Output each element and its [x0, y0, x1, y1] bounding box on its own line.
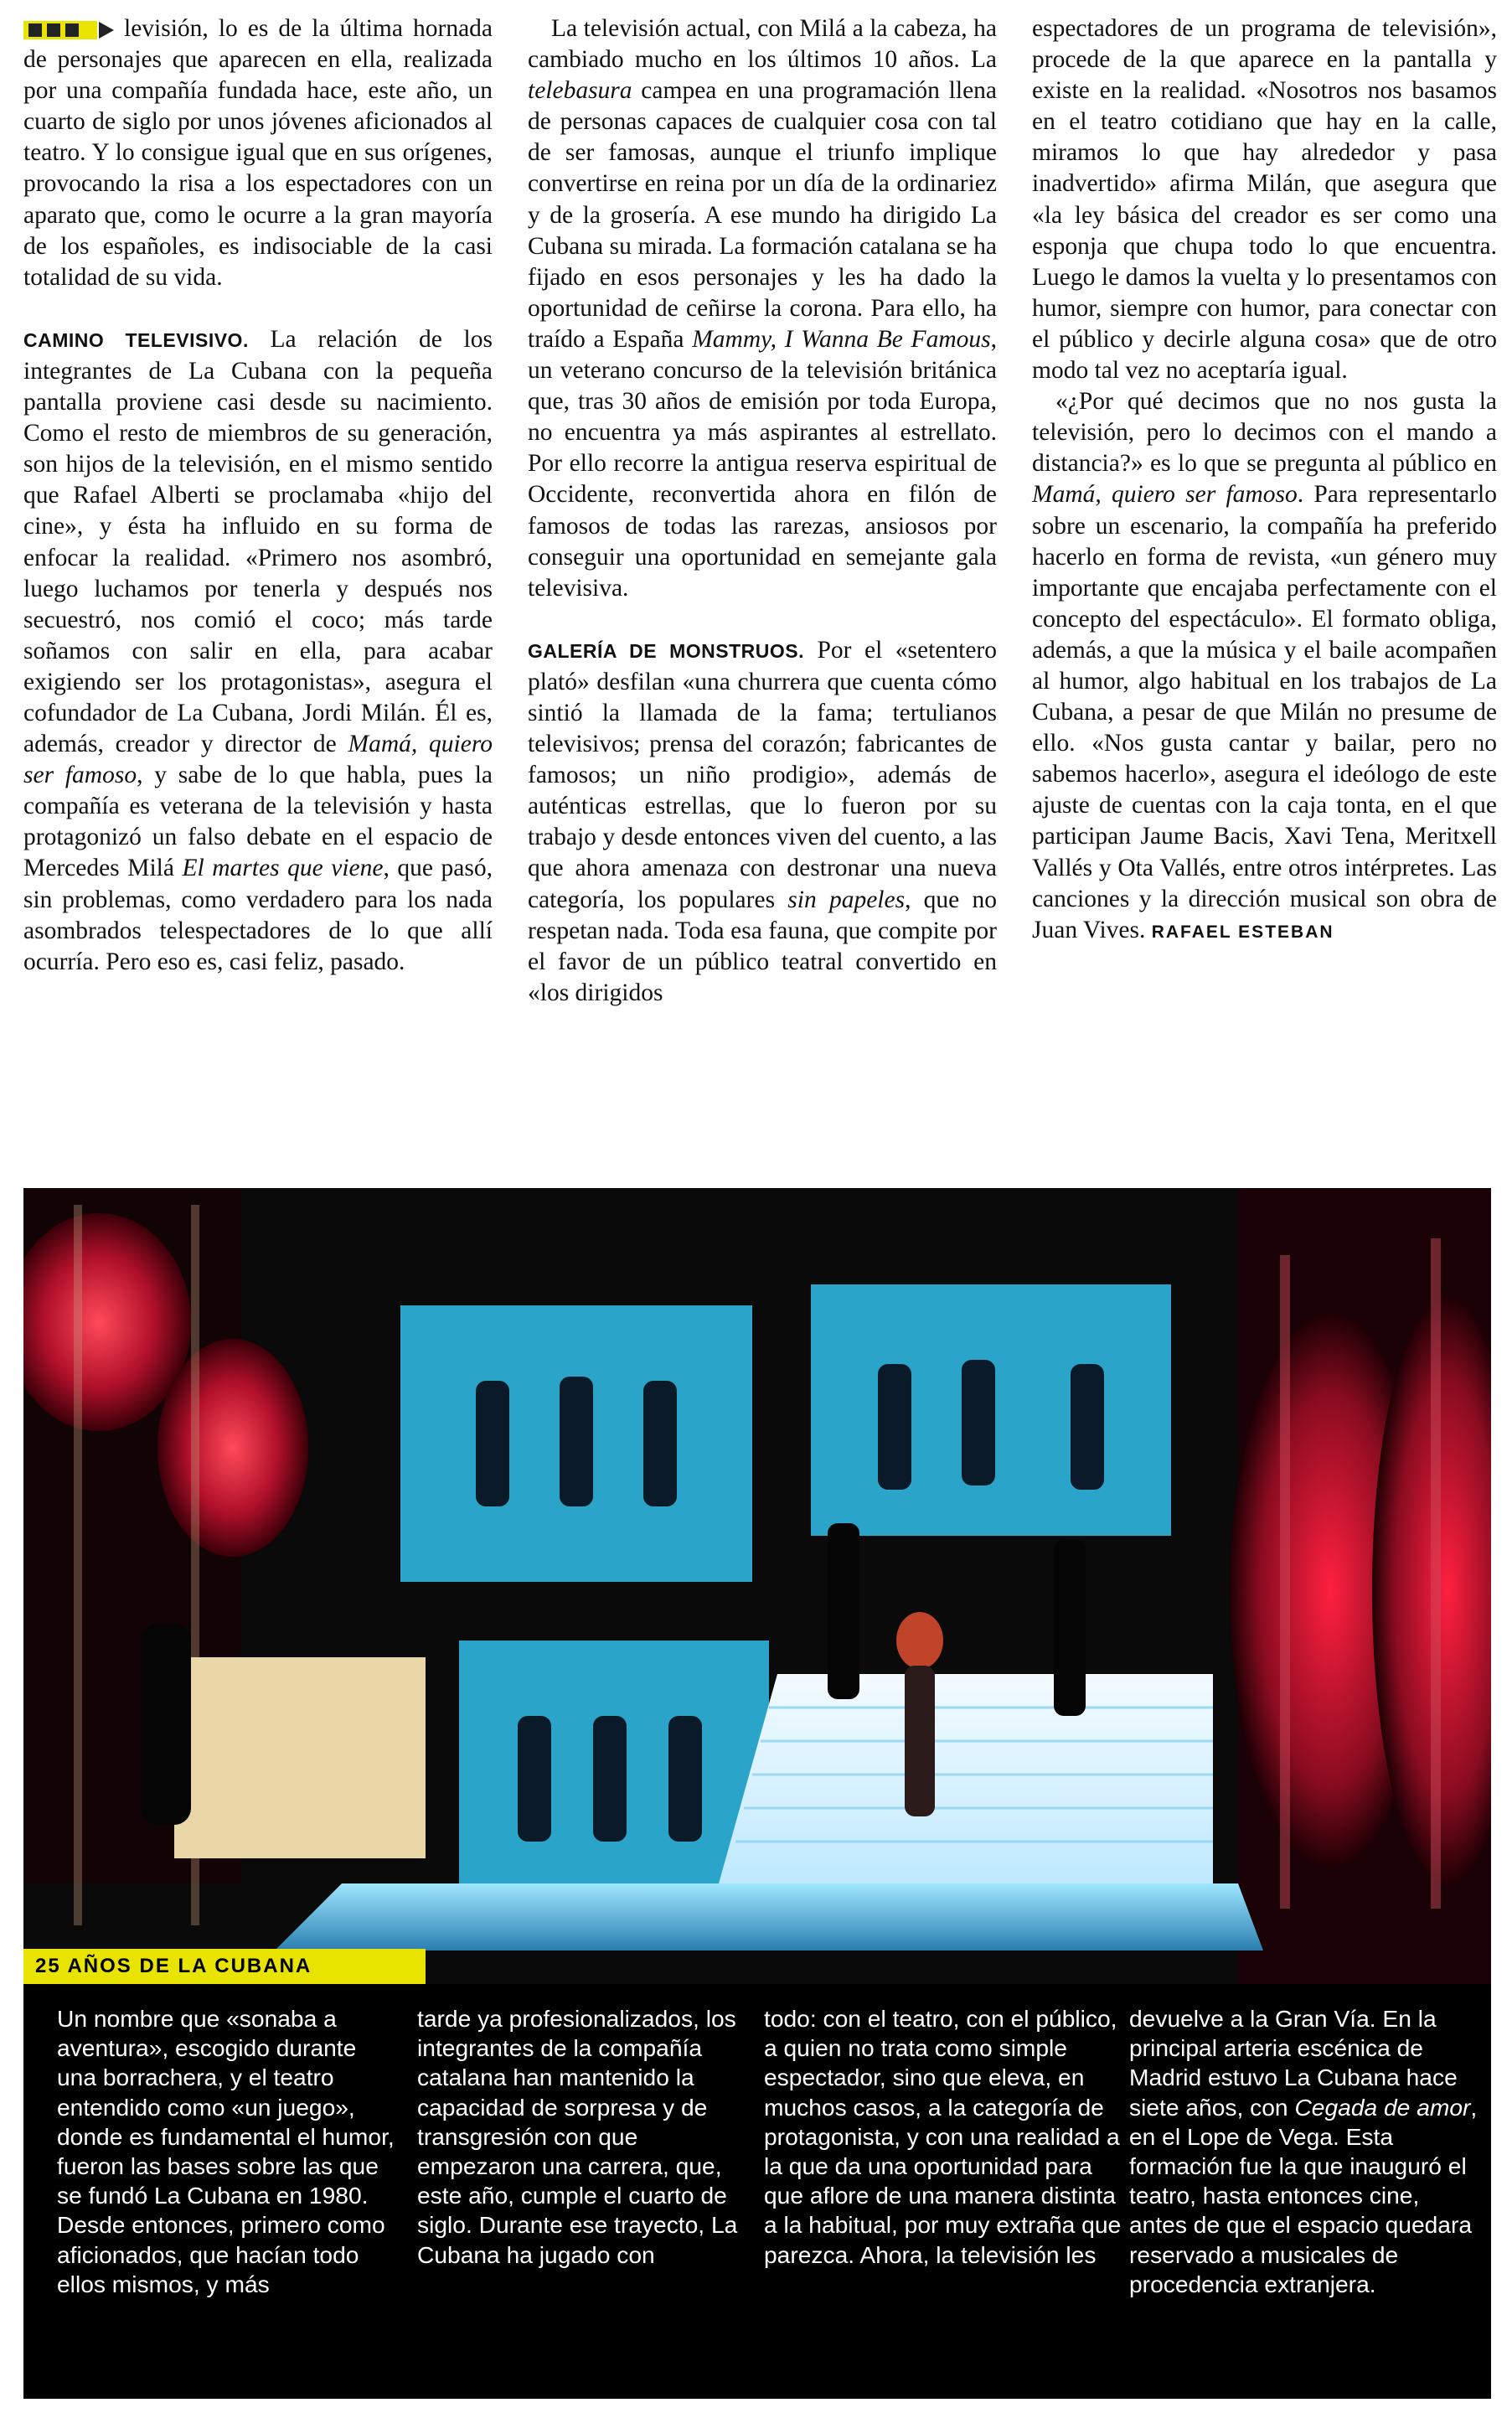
box-column-4: devuelve a la Gran Vía. En la principal arteria escénica de Madrid estuvo La Cubana hace siete años, con Cegada de amor, en el Lope de Vega. Esta formación fue la que inauguró el teatro, hasta entonces cine, antes de que el espacio quedara reservado a musicales de procedencia extranjera.: [1129, 2005, 1478, 2297]
box-title: 25 AÑOS DE LA CUBANA: [35, 1955, 312, 1977]
sidebar-box: [23, 1188, 1491, 2399]
stage-photo: [23, 1188, 1491, 1984]
paragraph: espectadores de un programa de televisión», procede de la que aparece en la pantalla y existe en la realidad. «Nosotros nos basamos en el teatro cotidiano que hay en la calle, miramos lo que hay alrededor y pasa inadvertido» afirma Milán, que asegura que «la ley básica del creador es ser como una esponja que chupa todo lo que encuentra. Luego le damos la vuelta y lo presentamos con humor, siempre con humor, para conectar con el público y decirle alguna cosa» que de otro modo tal vez no aceptaría igual.: [1032, 15, 1497, 385]
subheading: CAMINO TELEVISIVO.: [23, 328, 249, 351]
box-column-1: Un nombre que «sonaba a aventura», escogido durante una borrachera, y el teatro entendido como «un juego», donde es fundamental el humor, fueron las bases sobre las que se fundó La Cubana en 1980. Desde entonces, primero como aficionados, que hacían todo ellos mismos, y más: [57, 2005, 395, 2297]
paragraph: levisión, lo es de la última hornada de personajes que aparecen en ella, realizada por una compañía fundada hace, este año, un cuarto de siglo por unos jóvenes aficionados al teatro. Y lo consigue igual que en sus orígenes, provocando la risa a los espectadores con un aparato que, como le ocurre a la gran mayoría de los españoles, es indisociable de la casi totalidad de su vida.: [23, 15, 493, 291]
article-column-2: [528, 13, 997, 1009]
box-title-bar: [23, 1949, 426, 1984]
article-column-3: [1032, 13, 1497, 948]
paragraph: CAMINO TELEVISIVO. La relación de los integrantes de La Cubana con la pequeña pantalla proviene casi desde su nacimiento. Como el resto de miembros de su generación, son hijos de la televisión, en el mismo sentido que Rafael Alberti se proclamaba «hijo del cine», y ésta ha influido en su forma de enfocar la realidad. «Primero nos asombró, luego luchamos por tenerla y después nos secuestró, nos comió el coco; más tarde soñamos con salir en ella, para acabar exigiendo ser los protagonistas», asegura el cofundador de La Cubana, Jordi Milán. Él es, además, creador y director de Mamá, quiero ser famoso, y sabe de lo que habla, pues la compañía es veterana de la televisión y hasta protagonizó un falso debate en el espacio de Mercedes Milá El martes que viene, que pasó, sin problemas, como verdadero para los nada asombrados telespectadores de lo que allí ocurría. Pero eso es, casi feliz, pasado.: [23, 325, 493, 975]
paragraph: La televisión actual, con Milá a la cabeza, ha cambiado mucho en los últimos 10 años. La telebasura campea en una programación llena de personas capaces de cualquier cosa con tal de ser famosas, aunque el triunfo implique convertirse en reina por un día de la ordinariez y de la grosería. A ese mundo ha dirigido La Cubana su mirada. La formación catalana se ha fijado en esos personajes y les ha dado la oportunidad de ceñirse la corona. Para ello, ha traído a España Mammy, I Wanna Be Famous, un veterano concurso de la televisión británica que, tras 30 años de emisión por toda Europa, no encuentra ya más aspirantes al estrellato. Por ello recorre la antigua reserva espiritual de Occidente, reconvertida ahora en filón de famosos de todas las rarezas, ansiosos por conseguir una oportunidad en semejante gala televisiva.: [528, 15, 997, 602]
paragraph: «¿Por qué decimos que no nos gusta la televisión, pero lo decimos con el mando a distancia?» es lo que se pregunta al público en Mamá, quiero ser famoso. Para representarlo sobre un escenario, la compañía ha preferido hacerlo en forma de revista, «un género muy importante que encajaba perfectamente con el concepto del espectáculo». El formato obliga, además, a que la música y el baile acompañen al humor, algo habitual en los trabajos de La Cubana, a pesar de que Milán no presume de ello. «Nos gusta cantar y bailar, pero no sabemos hacerlo», asegura el ideólogo de este ajuste de cuentas con la caja tonta, en el que participan Jaume Bacis, Xavi Tena, Meritxell Vallés y Ota Vallés, entre otros intérpretes. Las canciones y la dirección musical son obra de Juan Vives. RAFAEL ESTEBAN: [1032, 388, 1498, 943]
section-marker-icon: [23, 21, 116, 39]
box-column-2: tarde ya profesionalizados, los integrantes de la compañía catalana han mantenido la capacidad de sorpresa y de transgresión con que empezaron una carrera, que, este año, cumple el cuarto de siglo. Durante ese trayecto, La Cubana ha jugado con: [417, 2005, 738, 2268]
article-column-1: [23, 13, 493, 978]
author-signature: RAFAEL ESTEBAN: [1151, 922, 1334, 942]
subheading: GALERÍA DE MONSTRUOS.: [528, 639, 805, 662]
box-column-3: todo: con el teatro, con el público, a quien no trata como simple espectador, sino que eleva, en muchos casos, a la categoría de protagonista, y con una realidad a la que da una oportunidad para que aflore de una manera distinta a la habitual, por muy extraña que parezca. Ahora, la televisión les: [764, 2005, 1122, 2268]
paragraph: GALERÍA DE MONSTRUOS. Por el «setentero plató» desfilan «una churrera que cuenta cómo sintió la llamada de la fama; tertulianos televisivos; prensa del corazón; fabricantes de famosos; un niño prodigio», además de auténticas estrellas, que lo fueron por su trabajo y desde entonces viven del cuento, a las que ahora amenaza con destronar una nueva categoría, los populares sin papeles, que no respetan nada. Toda esa fauna, que compite por el favor de un público teatral convertido en «los dirigidos: [528, 636, 997, 1006]
